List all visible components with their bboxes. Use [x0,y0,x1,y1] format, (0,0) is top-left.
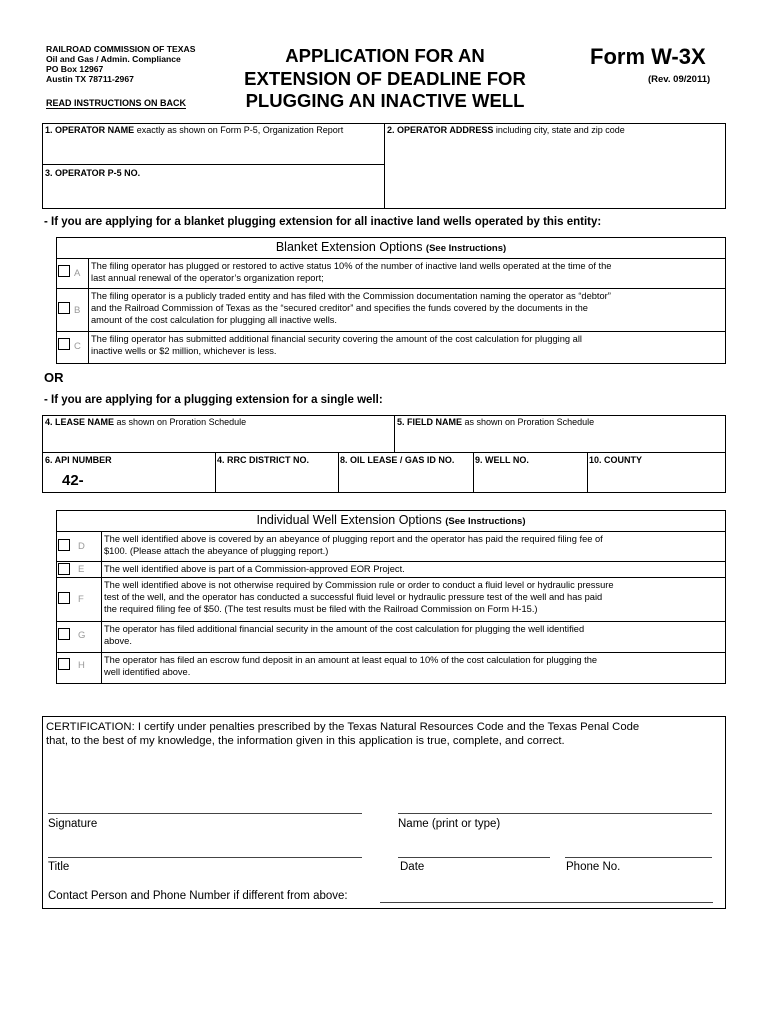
option-e-checkbox[interactable] [58,563,70,575]
single-top-divider [394,415,395,452]
form-revision: (Rev. 09/2011) [648,74,711,85]
blanket-row-line-0 [56,258,726,259]
operator-address-note: including city, state and zip code [493,125,625,135]
option-d-checkbox[interactable] [58,539,70,551]
option-f-checkbox[interactable] [58,592,70,604]
option-h-letter: H [78,660,85,671]
name-label: Name (print or type) [398,818,501,830]
api-number-label: 6. API NUMBER [45,455,112,465]
operator-row-divider [42,164,385,165]
county-field[interactable] [589,455,642,465]
blanket-row-line-2 [56,331,726,332]
oil-lease-gas-id-label: 8. OIL LEASE / GAS ID NO. [340,455,455,465]
option-b-checkbox[interactable] [58,302,70,314]
blanket-title-text: Blanket Extension Options [275,240,426,254]
ind-col-line [101,531,102,684]
lease-name-note: as shown on Proration Schedule [114,417,247,427]
option-c-checkbox[interactable] [58,338,70,350]
rrc-district-field[interactable] [217,455,309,465]
blanket-intro: - If you are applying for a blanket plugging extension for all inactive land wells operated by this entity: [44,216,602,228]
field-name-label: 5. FIELD NAME [397,417,463,427]
option-f-letter: F [78,594,84,605]
option-a-line-2: last annual renewal of the operator’s organization report; [91,272,324,283]
well-no-field[interactable] [475,455,529,465]
lease-name-label: 4. LEASE NAME [45,417,115,427]
title-label: Title [48,861,70,873]
certification-line-1: CERTIFICATION: I certify under penalties prescribed by the Texas Natural Resources Code and the Texas Penal Code [46,721,640,733]
ind-row-line-3 [56,621,726,622]
ind-row-line-4 [56,652,726,653]
oil-lease-gas-id-field[interactable] [340,455,454,465]
option-g-checkbox[interactable] [58,628,70,640]
name-line[interactable] [398,813,712,814]
option-b-line-1: The filing operator is a publicly traded entity and has filed with the Commission documentation naming the operator as “debtor” [91,291,611,301]
option-d-line-1: The well identified above is covered by an abeyance of plugging report and the operator has paid the required filing fee of [104,534,603,544]
option-g-line-1: The operator has filed additional financial security in the amount of the cost calculation for plugging the well identified [104,624,585,634]
title-line-3: PLUGGING AN INACTIVE WELL [245,90,525,111]
operator-address-label: 2. OPERATOR ADDRESS [387,125,494,135]
option-h-checkbox[interactable] [58,658,70,670]
operator-p5-field[interactable] [45,168,140,178]
certification-line-2: that, to the best of my knowledge, the information given in this application is true, complete, and correct. [46,735,565,747]
agency-city: Austin TX 78711-2967 [46,74,134,84]
option-g-text [104,624,584,648]
blanket-col-line [88,258,89,364]
date-label: Date [400,861,425,873]
operator-name-note: exactly as shown on Form P-5, Organization Report [134,125,344,135]
option-f-line-3: the required filing fee of $50. (The test results must be filed with the Railroad Commission on Form H-15.) [104,603,538,614]
api-prefix: 42- [62,472,84,489]
read-instructions-link[interactable]: READ INSTRUCTIONS ON BACK [46,98,187,108]
operator-divider [384,123,385,209]
well-no-label: 9. WELL NO. [475,455,529,465]
option-b-line-3: amount of the cost calculation for plugging all inactive wells. [91,314,337,325]
blanket-options-title [56,240,726,254]
rrc-district-label: 4. RRC DISTRICT NO. [217,455,310,465]
blanket-title-note: (See Instructions) [425,243,507,254]
option-b-letter: B [74,305,81,316]
option-e-letter: E [78,564,85,575]
form-number: Form W-3X [590,44,706,69]
option-a-letter: A [74,268,81,279]
option-a-line-1: The filing operator has plugged or restored to active status 10% of the number of inactive land wells operated at the time of the [91,261,612,271]
option-a-text [91,261,611,285]
individual-title-note: (See Instructions) [445,516,526,527]
option-c-text [91,334,582,358]
single-div-4 [587,452,588,493]
field-name-note: as shown on Proration Schedule [462,417,595,427]
option-c-line-2: inactive wells or $2 million, whichever is less. [91,345,277,356]
certification-text [46,720,639,748]
option-a-checkbox[interactable] [58,265,70,277]
option-b-line-2: and the Railroad Commission of Texas as the “secured creditor” and specifies the funds covered by the documents in the [91,302,588,313]
option-d-letter: D [78,541,85,552]
option-c-line-1: The filing operator has submitted additional financial security covering the amount of the cost calculation for plugging all [91,334,582,344]
ind-row-line-1 [56,561,726,562]
blanket-row-line-1 [56,288,726,289]
option-g-line-2: above. [104,635,132,646]
individual-title-text: Individual Well Extension Options [256,513,446,527]
operator-address-field[interactable] [387,125,625,135]
date-line[interactable] [398,857,550,858]
single-div-3 [473,452,474,493]
contact-line[interactable] [380,902,713,903]
single-intro: - If you are applying for a plugging extension for a single well: [44,394,383,406]
ind-row-line-2 [56,577,726,578]
agency-block [46,44,195,84]
option-e-text [104,564,405,576]
option-h-line-1: The operator has filed an escrow fund deposit in an amount at least equal to 10% of the cost calculation for plugging the [104,655,598,665]
api-number-field[interactable] [45,455,112,465]
operator-p5-label: 3. OPERATOR P-5 NO. [45,168,141,178]
option-f-line-2: test of the well, and the operator has conducted a successful fluid level or hydraulic pressure test of the well and has paid [104,591,603,602]
field-name-field[interactable] [397,417,594,427]
option-d-line-2: $100. (Please attach the abeyance of plugging report.) [104,545,329,556]
option-f-line-1: The well identified above is not otherwise required by Commission rule or order to conduct a fluid level or hydraulic pressure [104,580,614,590]
operator-name-label: 1. OPERATOR NAME [45,125,135,135]
lease-name-field[interactable] [45,417,246,427]
title-line-1: APPLICATION FOR AN [285,45,485,66]
option-h-text [104,655,597,679]
form-title [225,45,545,113]
title-line[interactable] [48,857,362,858]
option-f-text [104,580,614,615]
title-line-2: EXTENSION OF DEADLINE FOR [244,67,526,89]
signature-line[interactable] [48,813,362,814]
option-g-letter: G [78,630,86,641]
option-d-text [104,534,603,558]
phone-label: Phone No. [566,861,621,873]
signature-label: Signature [48,818,98,830]
county-label: 10. COUNTY [589,455,643,465]
agency-name: RAILROAD COMMISSION OF TEXAS [46,44,196,54]
operator-name-field[interactable] [45,125,343,135]
or-separator: OR [44,370,64,385]
single-row-line [42,452,726,453]
phone-line[interactable] [565,857,712,858]
agency-division: Oil and Gas / Admin. Compliance [46,54,181,64]
single-div-2 [338,452,339,493]
ind-row-line-0 [56,531,726,532]
individual-options-title [56,513,726,527]
single-div-1 [215,452,216,493]
option-e-line-1: The well identified above is part of a Commission-approved EOR Project. [104,564,405,574]
option-h-line-2: well identified above. [104,666,191,677]
contact-label: Contact Person and Phone Number if different from above: [48,890,348,902]
agency-pobox: PO Box 12967 [46,64,104,74]
option-c-letter: C [74,341,81,352]
option-b-text [91,291,611,326]
